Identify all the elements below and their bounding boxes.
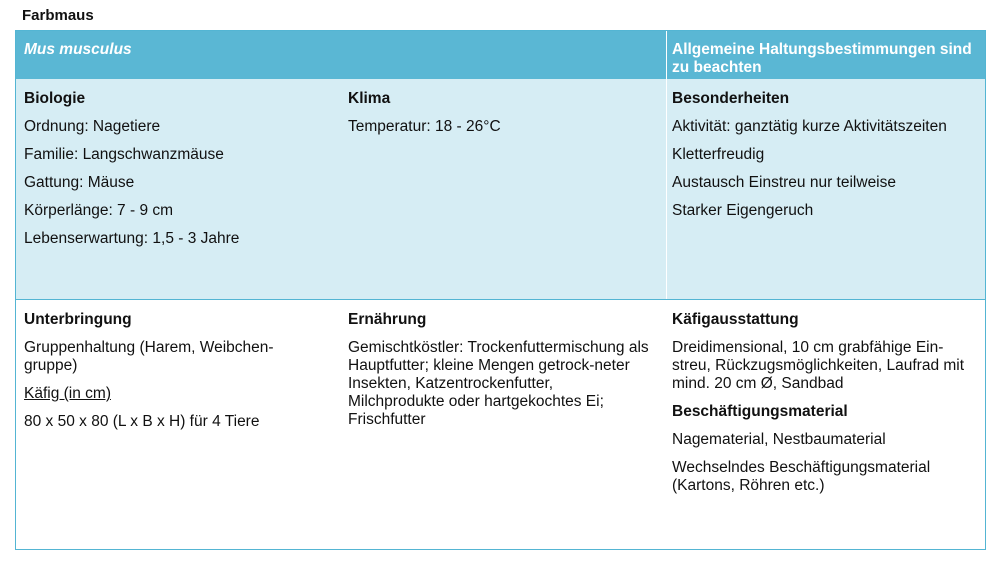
besonderheiten-item: Austausch Einstreu nur teilweise xyxy=(672,174,897,191)
ernaehrung-text: Gemischtköstler: Trockenfuttermischung als Hauptfutter; kleine Mengen getrock-neter Insekten, Katzentrockenfutter, Milchprodukte oder hartgekochtes Ei; Frischfutter xyxy=(348,339,649,428)
cell-besonderheiten xyxy=(672,90,977,230)
cell-biologie xyxy=(24,90,324,258)
row-separator xyxy=(16,299,985,300)
row-divider xyxy=(666,79,667,299)
header-divider xyxy=(666,31,667,79)
cage-size: 80 x 50 x 80 (L x B x H) für 4 Tiere xyxy=(24,413,260,430)
biologie-item: Ordnung: Nagetiere xyxy=(24,118,161,135)
biologie-item: Lebenserwartung: 1,5 - 3 Jahre xyxy=(24,230,240,247)
species-name: Mus musculus xyxy=(24,41,132,58)
unterbringung-text: Gruppenhaltung (Harem, Weibchen-gruppe) xyxy=(24,339,274,374)
kaefigausstattung-text: Dreidimensional, 10 cm grabfähige Ein-streu, Rückzugsmöglichkeiten, Laufrad mit mind. 20 cm Ø, Sandbad xyxy=(672,339,965,392)
cell-kaefigausstattung xyxy=(672,311,967,505)
info-table xyxy=(15,30,986,550)
klima-item: Temperatur: 18 - 26°C xyxy=(348,118,501,135)
cage-label: Käfig (in cm) xyxy=(24,385,111,402)
cell-unterbringung xyxy=(24,311,304,441)
beschaeftigung-item: Nagematerial, Nestbaumaterial xyxy=(672,431,886,448)
biologie-item: Körperlänge: 7 - 9 cm xyxy=(24,202,174,219)
table-header xyxy=(16,31,985,79)
besonderheiten-item: Starker Eigengeruch xyxy=(672,202,814,219)
klima-heading: Klima xyxy=(348,90,391,107)
unterbringung-heading: Unterbringung xyxy=(24,311,132,328)
beschaeftigung-item: Wechselndes Beschäftigungsmaterial (Kartons, Röhren etc.) xyxy=(672,459,931,494)
cell-ernaehrung xyxy=(348,311,650,439)
beschaeftigung-heading: Beschäftigungsmaterial xyxy=(672,403,848,420)
biologie-heading: Biologie xyxy=(24,90,86,107)
besonderheiten-item: Aktivität: ganztätig kurze Aktivitätszeiten xyxy=(672,118,947,135)
biologie-item: Familie: Langschwanzmäuse xyxy=(24,146,224,163)
besonderheiten-heading: Besonderheiten xyxy=(672,90,790,107)
cell-klima xyxy=(348,90,648,146)
ernaehrung-heading: Ernährung xyxy=(348,311,427,328)
kaefigausstattung-heading: Käfigausstattung xyxy=(672,311,799,328)
general-note: Allgemeine Haltungsbestimmungen sind zu beachten xyxy=(672,41,972,76)
document-title: Farbmaus xyxy=(22,7,94,24)
biologie-item: Gattung: Mäuse xyxy=(24,174,135,191)
besonderheiten-item: Kletterfreudig xyxy=(672,146,765,163)
